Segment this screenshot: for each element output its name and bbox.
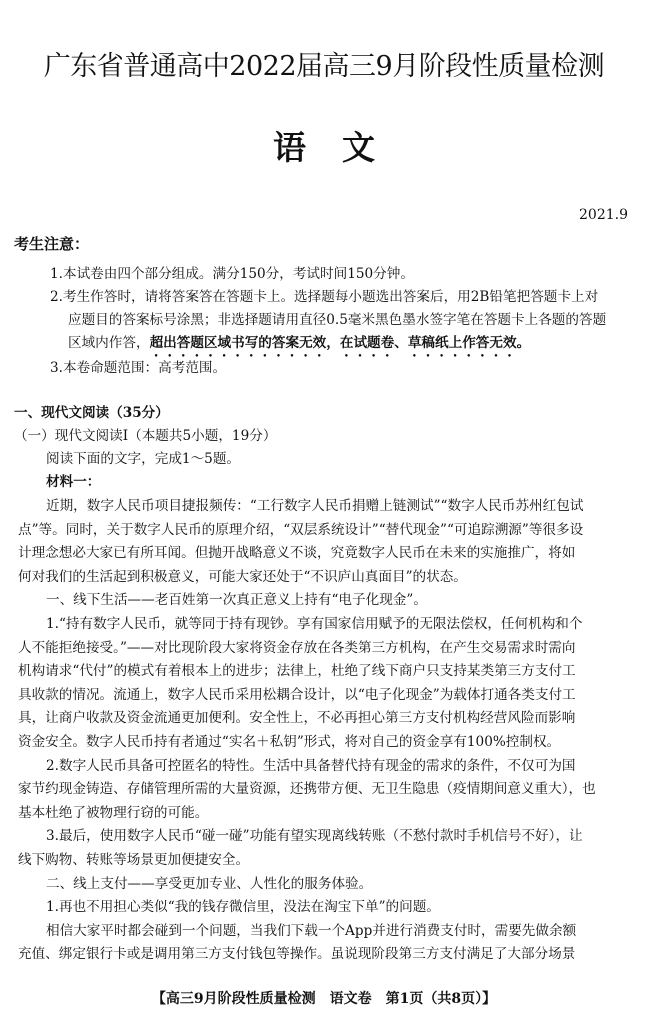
article-line: 何对我们的生活起到积极意义，可能大家还处于“不识庐山真面目”的状态。 <box>18 568 467 585</box>
article-line: 机构请求“代付”的模式有着根本上的进步；法律上，杜绝了线下商户只支持某类第三方支付工 <box>18 663 576 680</box>
notice-item-2-line-2: 应题目的答案标号涂黑；非选择题请用直径0.5毫米黑色墨水签字笔在答题卡上各题的答题 <box>68 312 607 328</box>
article-line: 1.“持有数字人民币，就等同于持有现钞。享有国家信用赋予的无限法偿权，任何机构和个 <box>46 616 583 632</box>
article-line: 基本杜绝了被物理行窃的可能。 <box>18 804 209 821</box>
reading-instruction: 阅读下面的文字，完成1～5题。 <box>46 451 241 467</box>
article-line: 二、线上支付——享受更加专业、人性化的服务体验。 <box>46 875 373 892</box>
page-footer: 【高三9月阶段性质量检测 语文卷 第1页（共8页）】 <box>151 991 497 1007</box>
article-line: 1.再也不用担心类似“我的钱存微信里，没法在淘宝下单”的问题。 <box>46 899 440 916</box>
article-line: 点”等。同时，关于数字人民币的原理介绍，“双层系统设计”“替代现金”“可追踪溯源”等很多设 <box>18 521 584 538</box>
notice-item-2-line-1: 2.考生作答时，请将答案答在答题卡上。选择题每小题选出答案后，用2B铅笔把答题卡上对 <box>50 289 599 305</box>
notice-item-1: 1.本试卷由四个部分组成。满分150分，考试时间150分钟。 <box>50 266 414 282</box>
article-line: 资金安全。数字人民币持有者通过“实名＋私钥”形式，将对自己的资金享有100%控制权。 <box>18 734 561 750</box>
exam-title: 广东省普通高中2022届高三9月阶段性质量检测 <box>43 51 605 82</box>
article-line: 具，让商户收款及资金流通更加便利。安全性上，不必再担心第三方支付机构经营风险而影响 <box>18 710 576 727</box>
article-line: 线下购物、转账等场景更加便捷安全。 <box>18 852 250 868</box>
article-line: 家节约现金铸造、存储管理所需的大量资源，还携带方便、无卫生隐患（疫情期间意义重大），也 <box>18 781 596 798</box>
article-line: 2.数字人民币具备可控匿名的特性。生活中具备替代持有现金的需求的条件，不仅可为国 <box>46 757 576 774</box>
article-line: 计理念想必大家已有所耳闻。但抛开战略意义不谈，究竟数字人民币在未来的实施推广，将如 <box>18 545 576 562</box>
article-line: 相信大家平时都会碰到一个问题，当我们下载一个App并进行消费支付时，需要先做余额 <box>46 922 577 939</box>
article-line: 人不能拒绝接受。”——对比现阶段大家将资金存放在各类第三方机构，在产生交易需求时需向 <box>18 639 576 656</box>
notice-item-2-plain: 区域内作答， <box>68 335 150 351</box>
article-line: 充值、绑定银行卡或是调用第三方支付钱包等操作。虽说现阶段第三方支付满足了大部分场景 <box>18 946 576 963</box>
exam-date: 2021.9 <box>579 207 628 223</box>
article-line: 一、线下生活——老百姓第一次真正意义上持有“电子化现金”。 <box>46 592 427 609</box>
notice-item-3: 3.本卷命题范围：高考范围。 <box>50 360 227 376</box>
sub-section-heading: （一）现代文阅读Ⅰ（本题共5小题，19分） <box>14 428 277 444</box>
material-label: 材料一： <box>46 474 101 490</box>
subject-title: 语文 <box>273 128 411 167</box>
notice-heading: 考生注意： <box>14 235 90 253</box>
article-line: 3.最后，使用数字人民币“碰一碰”功能有望实现离线转账（不愁付款时手机信号不好），让 <box>46 828 583 845</box>
article-line: 具收款的情况。流通上，数字人民币采用松耦合设计，以“电子化现金”为载体打通各类支付工 <box>18 686 576 703</box>
section-heading: 一、现代文阅读（35分） <box>14 405 169 421</box>
article-line: 近期，数字人民币项目捷报频传：“工行数字人民币捐赠上链测试”“数字人民币苏州红包试 <box>46 498 584 514</box>
notice-item-2-emphasis: 超出答题区域书写的答案无效，在试题卷、草稿纸上作答无效。 <box>149 335 531 351</box>
